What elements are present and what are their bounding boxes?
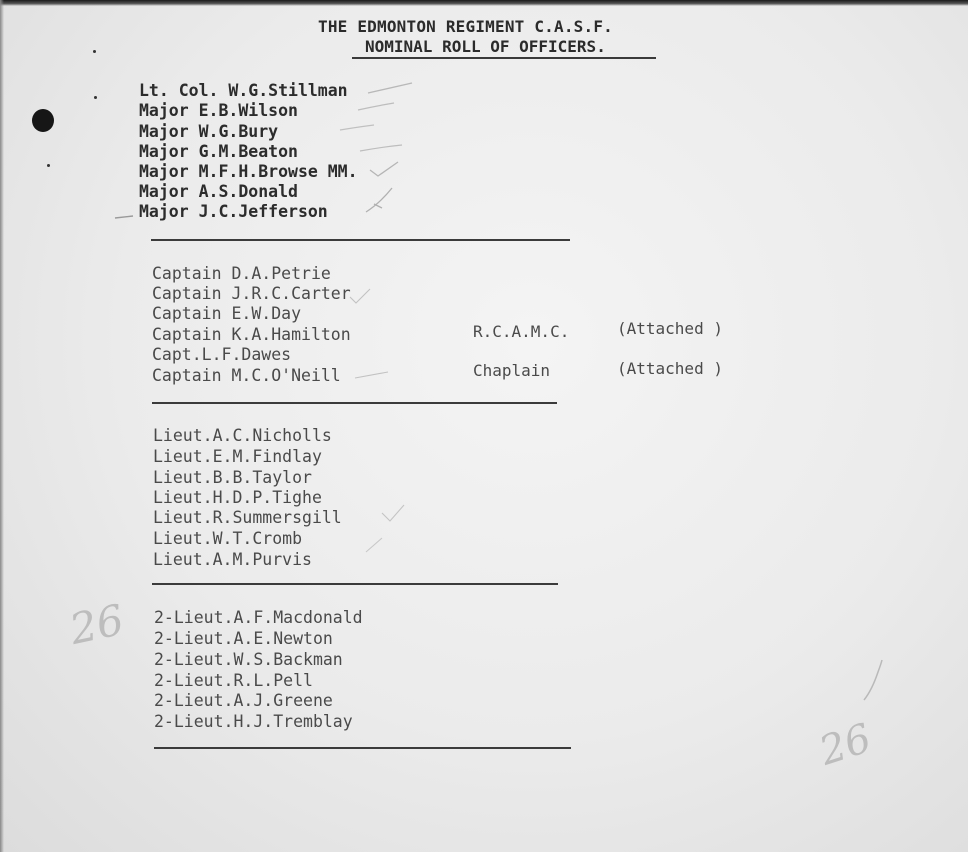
officer-entry: 2-Lieut.H.J.Tremblay bbox=[154, 712, 353, 731]
document-title: THE EDMONTON REGIMENT C.A.S.F. bbox=[318, 17, 613, 36]
officer-entry: Major E.B.Wilson bbox=[139, 101, 298, 120]
officer-entry: Captain D.A.Petrie bbox=[152, 264, 331, 283]
officer-entry: Major G.M.Beaton bbox=[139, 142, 298, 161]
pencil-check-mark bbox=[340, 125, 374, 130]
officer-entry: Captain M.C.O'Neill bbox=[152, 366, 341, 385]
officer-entry: Captain E.W.Day bbox=[152, 304, 302, 323]
officer-entry: Lieut.H.D.P.Tighe bbox=[153, 488, 322, 507]
pencil-check-mark bbox=[355, 372, 388, 378]
officer-status: (Attached ) bbox=[617, 319, 723, 338]
pencil-number: 26 bbox=[65, 594, 128, 655]
officer-entry: Major A.S.Donald bbox=[139, 182, 298, 201]
pencil-number: 26 bbox=[814, 715, 877, 775]
officer-entry: Lieut.B.B.Taylor bbox=[153, 468, 312, 487]
officer-entry: Major M.F.H.Browse MM. bbox=[139, 162, 358, 181]
pencil-check-mark bbox=[350, 289, 370, 303]
document-subtitle: NOMINAL ROLL OF OFFICERS. bbox=[365, 37, 606, 56]
officer-entry: Lt. Col. W.G.Stillman bbox=[139, 81, 348, 100]
officer-entry: 2-Lieut.A.F.Macdonald bbox=[154, 608, 363, 627]
officer-entry: Lieut.A.C.Nicholls bbox=[153, 426, 332, 445]
officer-status: (Attached ) bbox=[617, 359, 723, 378]
pencil-check-mark bbox=[366, 188, 392, 212]
officer-entry: Lieut.W.T.Cromb bbox=[153, 529, 303, 548]
officer-entry: 2-Lieut.A.E.Newton bbox=[154, 629, 333, 648]
officer-entry: Major W.G.Bury bbox=[139, 122, 279, 141]
pencil-tick bbox=[115, 216, 133, 218]
pencil-check-mark bbox=[360, 145, 402, 151]
pencil-check-mark bbox=[864, 660, 882, 700]
officer-entry: 2-Lieut.R.L.Pell bbox=[154, 671, 313, 690]
officer-entry: 2-Lieut.A.J.Greene bbox=[154, 691, 333, 710]
officer-entry: Captain J.R.C.Carter bbox=[152, 284, 351, 303]
officer-entry: Major J.C.Jefferson bbox=[139, 202, 328, 221]
officer-entry: Captain K.A.Hamilton bbox=[152, 325, 351, 344]
pencil-check-mark bbox=[368, 83, 412, 93]
officer-unit: R.C.A.M.C. bbox=[473, 322, 570, 341]
officer-entry: Lieut.R.Summersgill bbox=[153, 508, 342, 527]
officer-unit: Chaplain bbox=[473, 361, 551, 380]
pencil-check-mark bbox=[358, 103, 394, 110]
pencil-check-mark bbox=[382, 505, 404, 521]
officer-entry: 2-Lieut.W.S.Backman bbox=[154, 650, 343, 669]
pencil-check-mark bbox=[366, 538, 382, 552]
officer-entry: Capt.L.F.Dawes bbox=[152, 345, 292, 364]
officer-entry: Lieut.A.M.Purvis bbox=[153, 550, 312, 569]
officer-entry: Lieut.E.M.Findlay bbox=[153, 447, 322, 466]
pencil-check-mark bbox=[370, 162, 398, 176]
